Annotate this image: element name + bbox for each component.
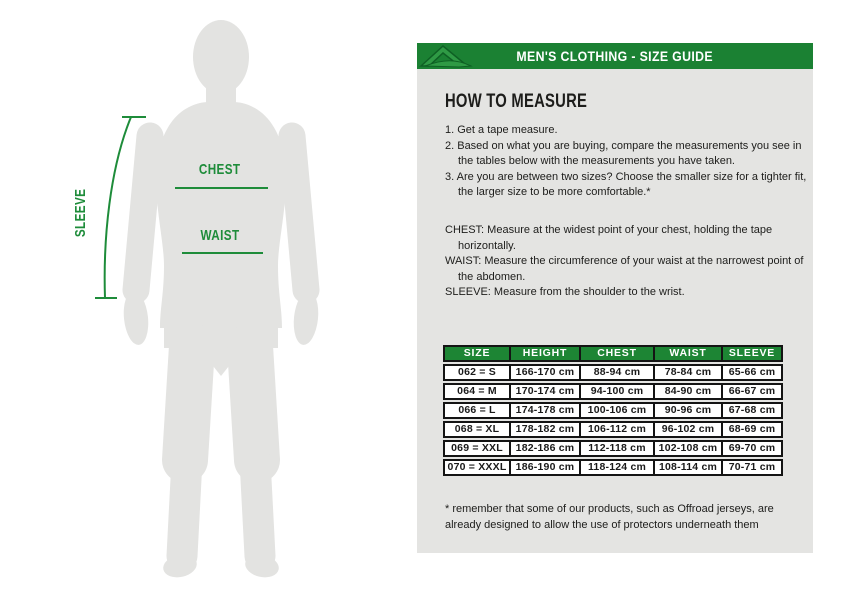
- cell-chest: 100-106 cm: [581, 402, 655, 419]
- col-header-size: SIZE: [443, 345, 511, 362]
- cell-size: 069 = XXL: [443, 440, 511, 457]
- sleeve-definition: SLEEVE: Measure from the shoulder to the wrist.: [445, 286, 685, 298]
- cell-sleeve: 68-69 cm: [723, 421, 783, 438]
- cell-sleeve: 69-70 cm: [723, 440, 783, 457]
- cell-chest: 106-112 cm: [581, 421, 655, 438]
- chest-definition: CHEST: Measure at the widest point of your chest, holding the tape horizontally.: [445, 224, 773, 252]
- how-to-measure-title: HOW TO MEASURE: [445, 91, 588, 112]
- cell-sleeve: 70-71 cm: [723, 459, 783, 476]
- measure-step: 1. Get a tape measure.: [445, 124, 558, 136]
- cell-waist: 90-96 cm: [655, 402, 723, 419]
- cell-waist: 84-90 cm: [655, 383, 723, 400]
- size-table-container: [443, 343, 783, 478]
- male-silhouette: [121, 20, 321, 580]
- cell-height: 166-170 cm: [511, 364, 581, 381]
- chest-label: CHEST: [199, 161, 241, 178]
- table-row: [443, 421, 783, 438]
- male-silhouette-diagram: [90, 8, 340, 588]
- sleeve-label: SLEEVE: [72, 188, 89, 238]
- cell-height: 178-182 cm: [511, 421, 581, 438]
- size-guide-panel: [417, 69, 813, 553]
- measure-definitions: [445, 223, 807, 301]
- size-table: [443, 343, 783, 478]
- panel-title-bar: [417, 43, 813, 69]
- cell-height: 170-174 cm: [511, 383, 581, 400]
- col-header-chest: CHEST: [581, 345, 655, 362]
- cell-size: 064 = M: [443, 383, 511, 400]
- measure-step: 2. Based on what you are buying, compare the measurements you see in the tables below with the measurements you have taken.: [445, 139, 802, 167]
- cell-sleeve: 66-67 cm: [723, 383, 783, 400]
- table-row: [443, 383, 783, 400]
- table-row: [443, 440, 783, 457]
- col-header-sleeve: SLEEVE: [723, 345, 783, 362]
- cell-sleeve: 65-66 cm: [723, 364, 783, 381]
- waist-definition: WAIST: Measure the circumference of your waist at the narrowest point of the abdomen.: [445, 255, 804, 283]
- waist-label: WAIST: [200, 227, 240, 244]
- cell-waist: 102-108 cm: [655, 440, 723, 457]
- cell-chest: 94-100 cm: [581, 383, 655, 400]
- table-row: [443, 459, 783, 476]
- cell-chest: 118-124 cm: [581, 459, 655, 476]
- cell-waist: 108-114 cm: [655, 459, 723, 476]
- col-header-height: HEIGHT: [511, 345, 581, 362]
- cell-chest: 88-94 cm: [581, 364, 655, 381]
- cell-height: 182-186 cm: [511, 440, 581, 457]
- cell-size: 062 = S: [443, 364, 511, 381]
- cell-size: 070 = XXXL: [443, 459, 511, 476]
- acerbis-logo-icon: [419, 44, 473, 68]
- footnote: * remember that some of our products, such as Offroad jerseys, are already designed to allow the use of protectors underneath them: [445, 503, 774, 531]
- cell-height: 186-190 cm: [511, 459, 581, 476]
- cell-size: 066 = L: [443, 402, 511, 419]
- table-row: [443, 364, 783, 381]
- cell-height: 174-178 cm: [511, 402, 581, 419]
- table-row: [443, 402, 783, 419]
- panel-title: MEN'S CLOTHING - SIZE GUIDE: [516, 48, 714, 64]
- cell-size: 068 = XL: [443, 421, 511, 438]
- measure-steps: [445, 123, 807, 201]
- col-header-waist: WAIST: [655, 345, 723, 362]
- measure-step: 3. Are you are between two sizes? Choose the smaller size for a tighter fit, the larger size to be more comfortable.*: [445, 170, 807, 198]
- cell-waist: 96-102 cm: [655, 421, 723, 438]
- cell-waist: 78-84 cm: [655, 364, 723, 381]
- cell-sleeve: 67-68 cm: [723, 402, 783, 419]
- size-table-header-row: [443, 345, 783, 362]
- cell-chest: 112-118 cm: [581, 440, 655, 457]
